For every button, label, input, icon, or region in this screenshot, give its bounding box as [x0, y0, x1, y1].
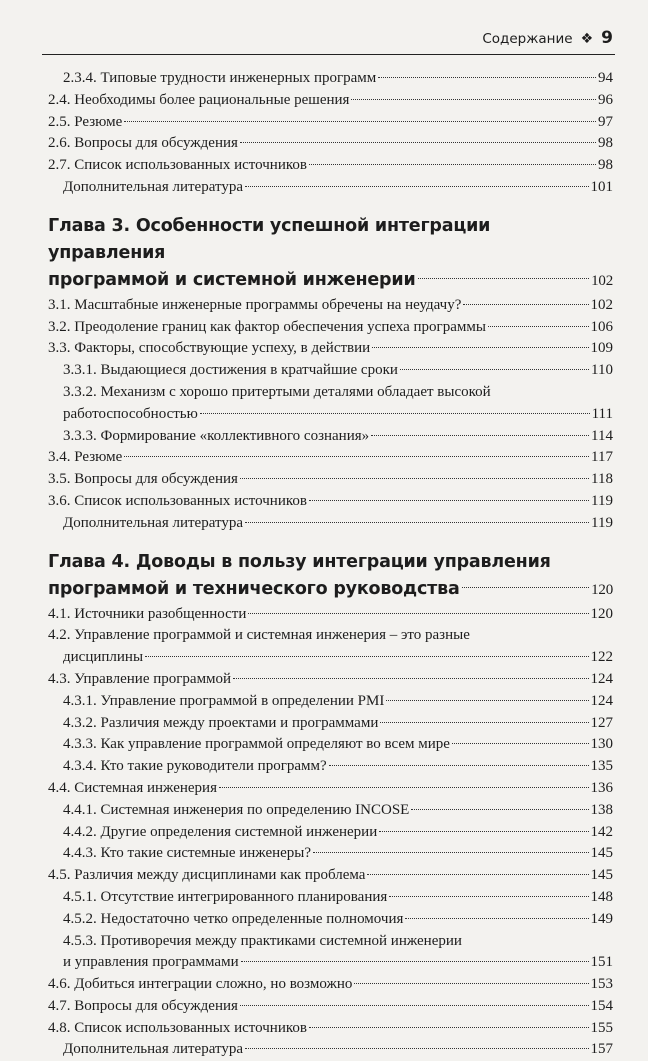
- dot-leader: [241, 961, 589, 962]
- toc-entry-line1: 3.3.2. Механизм с хорошо притертыми деталями обладает высокой: [63, 383, 491, 400]
- toc-entry-title: 4.4.2. Другие определения системной инженерии: [63, 823, 378, 840]
- toc-entry-title: 4.3.3. Как управление программой определяют во всем мире: [63, 736, 450, 753]
- header-rule: [42, 54, 615, 55]
- dot-leader: [309, 500, 589, 501]
- toc-entry-page: 98: [598, 157, 613, 174]
- dot-leader: [354, 983, 588, 984]
- chapter-3-heading: Глава 3. Особенности успешной интеграции управления: [48, 215, 491, 263]
- toc-entry-title: Дополнительная литература: [63, 178, 243, 195]
- toc-entry-title: 4.4.3. Кто такие системные инженеры?: [63, 845, 312, 862]
- dot-leader: [245, 186, 589, 187]
- toc-entry-page: 145: [590, 867, 613, 884]
- toc-entry-page: 127: [590, 714, 613, 731]
- dot-leader: [124, 121, 596, 122]
- dot-leader: [462, 587, 590, 588]
- toc-entry-title: 4.3. Управление программой: [48, 670, 232, 687]
- toc-entry-page: 111: [591, 405, 613, 422]
- running-header: [48, 28, 613, 48]
- toc-entry-page: 118: [591, 471, 613, 488]
- toc-entry-page: 98: [598, 135, 613, 152]
- toc-entry-title: 2.5. Резюме: [48, 113, 123, 130]
- toc-entry: [48, 404, 613, 426]
- toc-entry-page: 119: [591, 492, 613, 509]
- toc-entry: [48, 778, 613, 800]
- toc-entry-page: 96: [598, 91, 613, 108]
- dot-leader: [233, 678, 588, 679]
- toc-entry-page: 117: [591, 449, 613, 466]
- toc-entry-line1: 4.2. Управление программой и системная инженерия – это разные: [48, 627, 470, 644]
- dot-leader: [219, 787, 589, 788]
- toc-entry: [48, 756, 613, 778]
- dot-leader: [380, 722, 588, 723]
- toc-entry: [48, 469, 613, 491]
- dot-leader: [386, 700, 588, 701]
- toc-entry: [48, 112, 613, 134]
- toc-entry: [48, 360, 613, 382]
- toc-entry-title: 2.4. Необходимы более рациональные решения: [48, 91, 350, 108]
- toc-entry-page: 120: [591, 581, 613, 598]
- ornament-icon: ❖: [580, 31, 594, 47]
- toc-entry: [48, 447, 613, 469]
- toc-entry: [48, 843, 613, 865]
- toc-entry: [48, 338, 613, 360]
- chapter-4-heading-line2: [48, 576, 613, 604]
- toc-entry: [48, 647, 613, 669]
- toc-entry-page: 153: [590, 976, 613, 993]
- toc-entry-page: 124: [590, 692, 613, 709]
- toc-entry-page: 106: [590, 318, 613, 335]
- toc-entry-title: 4.6. Добиться интеграции сложно, но возможно: [48, 976, 353, 993]
- toc-entry-line1: 4.5.3. Противоречия между практиками системной инженерии: [63, 932, 462, 949]
- dot-leader: [351, 99, 596, 100]
- toc-entry-page: 154: [590, 997, 613, 1014]
- toc-entry-title: 3.4. Резюме: [48, 449, 123, 466]
- dot-leader: [309, 164, 596, 165]
- toc-entry-title: 3.6. Список использованных источников: [48, 492, 307, 509]
- toc-entry-title: 4.5.2. Недостаточно четко определенные полномочия: [63, 910, 404, 927]
- toc-entry-page: 110: [591, 362, 613, 379]
- dot-leader: [452, 743, 589, 744]
- toc-entry-title: Дополнительная литература: [63, 1041, 243, 1058]
- toc-entry-title: Дополнительная литература: [63, 514, 243, 531]
- toc-entry: [48, 491, 613, 513]
- dot-leader: [379, 831, 588, 832]
- toc-entry-title: 3.1. Масштабные инженерные программы обречены на неудачу?: [48, 296, 462, 313]
- toc-entry-title: 4.1. Источники разобщенности: [48, 605, 247, 622]
- dot-leader: [400, 369, 589, 370]
- toc-entry-title: программой и технического руководства: [48, 578, 460, 599]
- chapter-4-heading: Глава 4. Доводы в пользу интеграции управления: [48, 551, 551, 572]
- toc-entry-page: 155: [590, 1019, 613, 1036]
- dot-leader: [145, 656, 588, 657]
- toc-entry: [48, 822, 613, 844]
- toc-entry-title: 4.5. Различия между дисциплинами как проблема: [48, 867, 366, 884]
- toc-entry-page: 114: [591, 427, 613, 444]
- dot-leader: [411, 809, 588, 810]
- dot-leader: [463, 304, 588, 305]
- toc-entry-title: 3.3.3. Формирование «коллективного сознания»: [63, 427, 370, 444]
- toc-entry: [48, 155, 613, 177]
- toc-entry-page: 148: [590, 888, 613, 905]
- dot-leader: [405, 918, 588, 919]
- toc-entry: [48, 865, 613, 887]
- toc-entry: [48, 90, 613, 112]
- toc-entry-title: 4.4.1. Системная инженерия по определению INCOSE: [63, 801, 410, 818]
- running-header-title: Содержание: [482, 31, 573, 47]
- toc-entry-page: 119: [591, 514, 613, 531]
- dot-leader: [309, 1027, 589, 1028]
- toc-entry-title: 4.3.4. Кто такие руководители программ?: [63, 758, 327, 775]
- toc-entry-title: 3.3. Факторы, способствующие успеху, в действии: [48, 340, 371, 357]
- dot-leader: [200, 413, 590, 414]
- toc-entry: [48, 974, 613, 996]
- toc-entry-page: 94: [598, 70, 613, 86]
- toc-entry-page: 157: [590, 1041, 613, 1058]
- toc-entry: [48, 426, 613, 448]
- dot-leader: [367, 874, 588, 875]
- toc-entry-page: 101: [590, 178, 613, 195]
- toc-entry-title: 4.3.1. Управление программой в определении PMI: [63, 692, 385, 709]
- toc-entry-title: 3.3.1. Выдающиеся достижения в кратчайшие сроки: [63, 362, 398, 379]
- toc-entry-page: 102: [591, 272, 613, 289]
- toc-entry-page: 109: [590, 340, 613, 357]
- dot-leader: [240, 478, 589, 479]
- toc-entry-title: 3.5. Вопросы для обсуждения: [48, 471, 238, 488]
- toc-entry: [48, 734, 613, 756]
- toc-entry: [48, 295, 613, 317]
- dot-leader: [488, 326, 589, 327]
- toc-entry: [48, 68, 613, 90]
- toc-entry-title: и управления программами: [63, 954, 239, 971]
- toc-entry-title: работоспособностью: [63, 405, 198, 422]
- toc-entry-title: дисциплины: [63, 649, 144, 666]
- toc-entry-title: программой и системной инженерии: [48, 269, 416, 290]
- toc-entry: [48, 604, 613, 626]
- dot-leader: [245, 522, 589, 523]
- toc-entry: [48, 800, 613, 822]
- toc-entry-title: 2.3.4. Типовые трудности инженерных программ: [63, 70, 377, 86]
- toc-entry-title: 4.8. Список использованных источников: [48, 1019, 307, 1036]
- dot-leader: [248, 613, 588, 614]
- dot-leader: [389, 896, 588, 897]
- dot-leader: [372, 347, 588, 348]
- table-of-contents: [48, 68, 613, 1061]
- dot-leader: [240, 142, 596, 143]
- toc-entry-page: 130: [590, 736, 613, 753]
- dot-leader: [313, 852, 588, 853]
- chapter-3-heading-line2: [48, 267, 613, 295]
- toc-entry: [48, 177, 613, 199]
- toc-entry: [48, 133, 613, 155]
- toc-entry-title: 3.2. Преодоление границ как фактор обеспечения успеха программы: [48, 318, 486, 335]
- page-number: 9: [601, 28, 613, 48]
- toc-entry: [48, 691, 613, 713]
- toc-entry-page: 136: [590, 779, 613, 796]
- toc-entry-page: 97: [598, 113, 613, 130]
- toc-entry-title: 4.5.1. Отсутствие интегрированного планирования: [63, 888, 388, 905]
- dot-leader: [329, 765, 589, 766]
- toc-entry-page: 151: [590, 954, 613, 971]
- toc-entry: [48, 1018, 613, 1040]
- toc-entry-page: 135: [590, 758, 613, 775]
- toc-entry-title: 4.7. Вопросы для обсуждения: [48, 997, 238, 1014]
- toc-entry: [48, 1039, 613, 1061]
- toc-entry: [48, 317, 613, 339]
- toc-entry-page: 122: [590, 649, 613, 666]
- toc-entry-page: 124: [590, 670, 613, 687]
- toc-entry-title: 4.3.2. Различия между проектами и программами: [63, 714, 379, 731]
- dot-leader: [371, 435, 589, 436]
- toc-entry: [48, 713, 613, 735]
- toc-entry-page: 149: [590, 910, 613, 927]
- toc-entry: [48, 513, 613, 535]
- toc-entry-title: 4.4. Системная инженерия: [48, 779, 217, 796]
- toc-entry: [48, 996, 613, 1018]
- dot-leader: [378, 77, 596, 78]
- dot-leader: [418, 278, 590, 279]
- dot-leader: [240, 1005, 589, 1006]
- toc-entry-page: 102: [590, 296, 613, 313]
- dot-leader: [124, 456, 589, 457]
- toc-entry-page: 142: [590, 823, 613, 840]
- toc-entry: [48, 909, 613, 931]
- toc-entry: [48, 952, 613, 974]
- toc-entry: [48, 887, 613, 909]
- toc-entry-title: 2.6. Вопросы для обсуждения: [48, 135, 238, 152]
- toc-entry-page: 138: [590, 801, 613, 818]
- toc-entry: [48, 669, 613, 691]
- dot-leader: [245, 1048, 589, 1049]
- toc-entry-page: 120: [590, 605, 613, 622]
- toc-entry-title: 2.7. Список использованных источников: [48, 157, 307, 174]
- toc-entry-page: 145: [590, 845, 613, 862]
